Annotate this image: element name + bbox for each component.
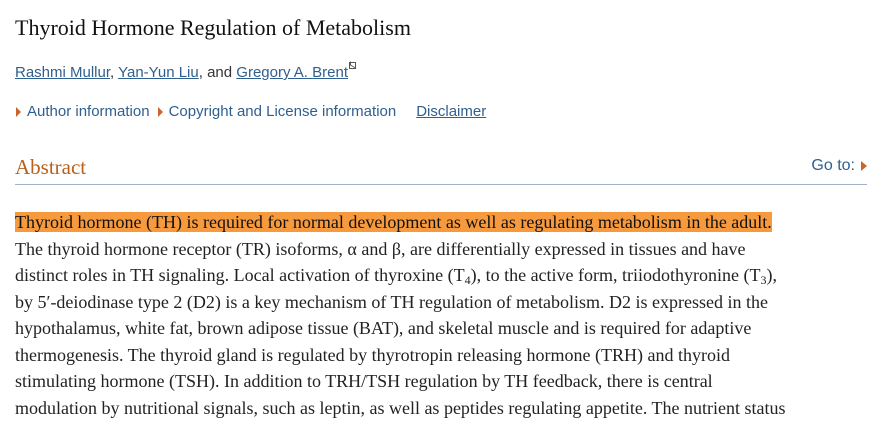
abstract-text: distinct roles in TH signaling. Local activation of thyroxine (T <box>15 265 465 285</box>
article-info-links <box>16 103 486 120</box>
author-list <box>15 62 356 81</box>
abstract-line: stimulating hormone (TSH). In addition to TRH/TSH regulation by TH feedback, there is central <box>15 371 713 391</box>
author-link-1[interactable]: Rashmi Mullur <box>15 64 111 81</box>
copyright-license-toggle[interactable] <box>158 103 397 120</box>
abstract-line: by 5′-deiodinase type 2 (D2) is a key mechanism of TH regulation of metabolism. D2 is expressed in the <box>15 291 768 312</box>
abstract-body <box>15 209 870 421</box>
abstract-line: hypothalamus, white fat, brown adipose tissue (BAT), and skeletal muscle and is required for adaptive <box>15 318 752 338</box>
disclaimer-link[interactable]: Disclaimer <box>416 103 487 120</box>
goto-menu-button[interactable] <box>811 157 867 175</box>
abstract-line: modulation by nutritional signals, such as leptin, as well as peptides regulating appetite. The nutrient status <box>15 397 786 418</box>
subscript: 3 <box>760 273 767 287</box>
triangle-right-icon <box>16 107 21 117</box>
author-separator: , and <box>198 64 233 81</box>
abstract-text: ), to the active form, triiodothyronine (T <box>470 265 761 285</box>
section-heading: Abstract <box>15 155 87 179</box>
author-link-2[interactable]: Yan-Yun Liu <box>118 64 199 81</box>
subscript: 4 <box>464 273 471 287</box>
triangle-right-icon <box>861 161 867 171</box>
author-information-label: Author information <box>27 103 150 120</box>
abstract-text: ), <box>766 265 777 285</box>
highlighted-sentence: Thyroid hormone (TH) is required for normal development as well as regulating metabolism in the adult. <box>15 212 772 232</box>
triangle-right-icon <box>158 107 163 117</box>
goto-label: Go to: <box>811 157 855 174</box>
author-separator: , <box>110 64 115 81</box>
author-link-3[interactable]: Gregory A. Brent <box>236 64 348 81</box>
abstract-section-header <box>15 155 867 185</box>
copyright-license-label: Copyright and License information <box>168 103 397 120</box>
abstract-line: The thyroid hormone receptor (TR) isoforms, α and β, are differentially expressed in tissues and have <box>15 238 746 259</box>
email-icon[interactable] <box>349 62 356 69</box>
author-information-toggle[interactable] <box>16 103 150 120</box>
abstract-line <box>15 262 870 289</box>
abstract-line: thermogenesis. The thyroid gland is regulated by thyrotropin releasing hormone (TRH) and thyroid <box>15 344 731 365</box>
article-title: Thyroid Hormone Regulation of Metabolism <box>15 15 411 40</box>
